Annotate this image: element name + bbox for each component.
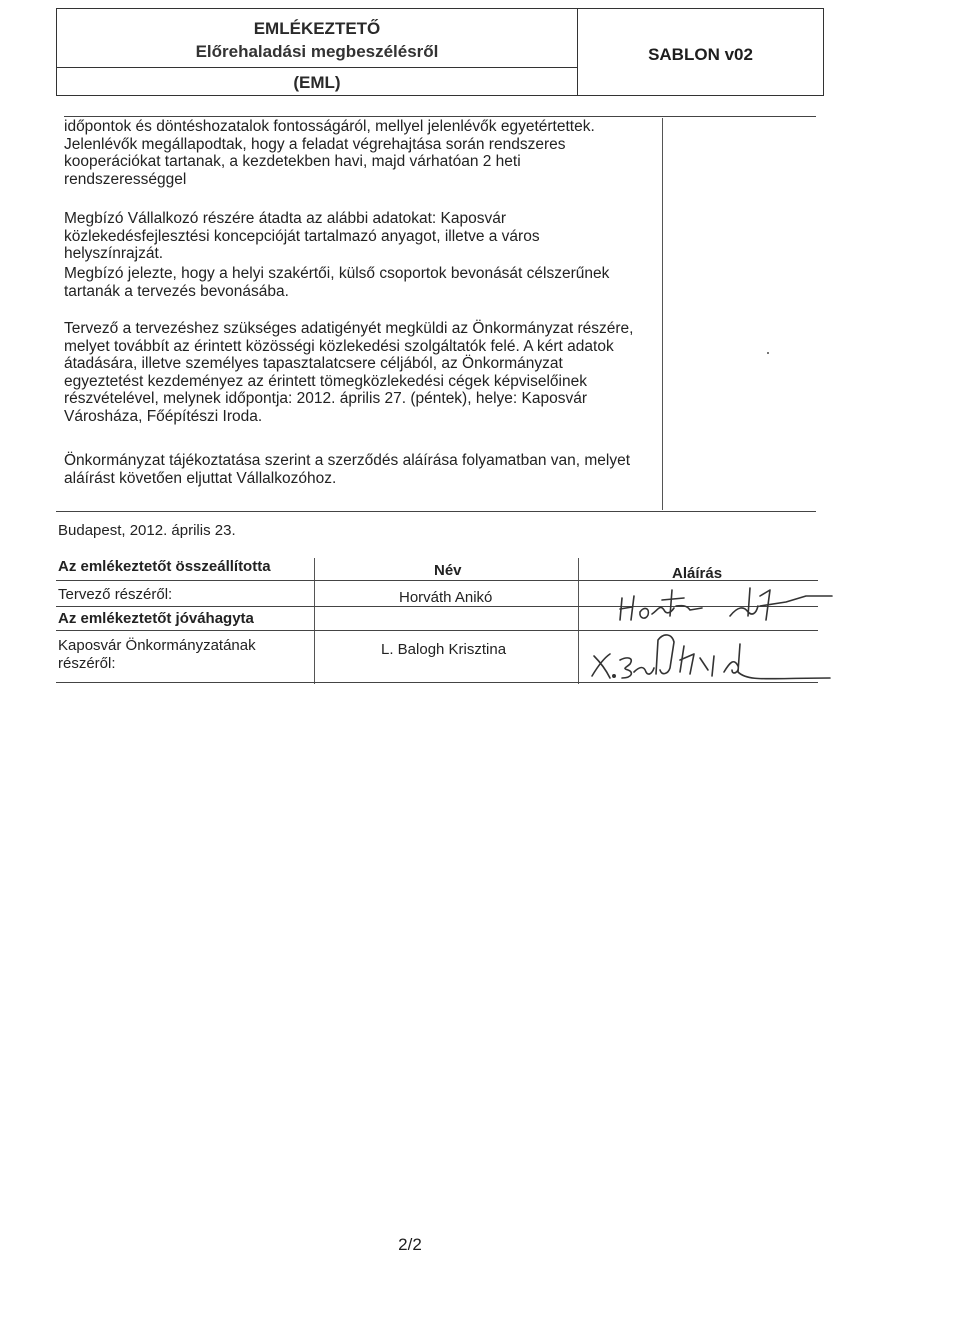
paragraph-line: Önkormányzat tájékoztatása szerint a szerződés aláírása folyamatban van, melyet <box>64 452 631 469</box>
header-divider <box>57 67 577 68</box>
section-rule <box>56 511 816 512</box>
paragraph-line: Jelenlévők megállapodtak, hogy a feladat végrehajtása során rendszeres <box>64 135 566 153</box>
paragraph-data-request <box>64 320 660 426</box>
paragraph-line: részvételével, melynek időpontja: 2012. április 27. (péntek), helye: Kaposvár <box>64 390 587 408</box>
municipality-role: Kaposvár Önkormányzatának <box>58 637 256 654</box>
document-abbreviation: (EML) <box>293 73 341 92</box>
municipality-role-suffix: részéről: <box>58 655 116 672</box>
paragraph-line: időpontok és döntéshozatalok fontosságáról, mellyel jelenlévők egyetértettek. <box>64 118 595 135</box>
paragraph-line: Megbízó jelezte, hogy a helyi szakértői, külső csoportok bevonását célszerűnek <box>64 265 610 282</box>
paragraph-agreements <box>64 118 660 188</box>
name-column-heading: Név <box>434 562 462 579</box>
signature-balogh <box>584 632 840 686</box>
paragraph-line: egyeztetést kezdeményez az érintett tömegközlekedési cégek képviselőinek <box>64 372 587 390</box>
template-code: SABLON v02 <box>648 45 753 64</box>
paragraph-line: Megbízó Vállalkozó részére átadta az alábbi adatokat: Kaposvár <box>64 210 507 227</box>
paragraph-line: rendszerességgel <box>64 170 187 188</box>
header-box <box>56 8 824 96</box>
paragraph-line: melyet továbbít az érintett közösségi közlekedési szolgáltatók felé. A kért adatok <box>64 337 614 355</box>
signature-column-heading: Aláírás <box>672 565 723 582</box>
paragraph-line: kooperációkat tartanak, a kezdetekben havi, majd várhatóan 2 heti <box>64 153 521 171</box>
scan-speck <box>767 352 769 354</box>
place-date: Budapest, 2012. április 23. <box>58 522 236 539</box>
document-title: EMLÉKEZTETŐ <box>253 19 381 38</box>
document-subtitle: Előrehaladási megbeszélésről <box>195 42 439 61</box>
top-rule <box>64 116 816 117</box>
compiled-by-heading: Az emlékeztetőt összeállította <box>58 558 271 575</box>
paragraph-line: aláírást követően eljuttat Vállalkozóhoz. <box>64 469 337 487</box>
text-margin-line <box>662 118 663 510</box>
paragraph-line: helyszínrajzát. <box>64 245 164 263</box>
paragraph-line: átadására, illetve személyes tapasztalatcsere céljából, az Önkormányzat <box>64 355 563 373</box>
approved-by-heading: Az emlékeztetőt jóváhagyta <box>58 610 254 627</box>
signature-horvath <box>600 576 840 632</box>
designer-name: Horváth Anikó <box>399 589 493 606</box>
paragraph-experts <box>64 265 660 300</box>
designer-role: Tervező részéről: <box>58 586 173 603</box>
paragraph-line: Tervező a tervezéshez szükséges adatigényét megküldi az Önkormányzat részére, <box>64 320 634 337</box>
page-number: 2/2 <box>398 1235 422 1254</box>
paragraph-line: tartanák a tervezés bevonásába. <box>64 282 289 300</box>
paragraph-line: közlekedésfejlesztési koncepcióját tartalmazó anyagot, illetve a város <box>64 227 540 245</box>
municipality-name: L. Balogh Krisztina <box>381 641 507 658</box>
paragraph-handover <box>64 210 660 263</box>
paragraph-line: Városháza, Főépítészi Iroda. <box>64 407 263 425</box>
paragraph-contract <box>64 452 660 487</box>
table-divider-1 <box>314 558 315 684</box>
table-divider-2 <box>578 558 579 684</box>
